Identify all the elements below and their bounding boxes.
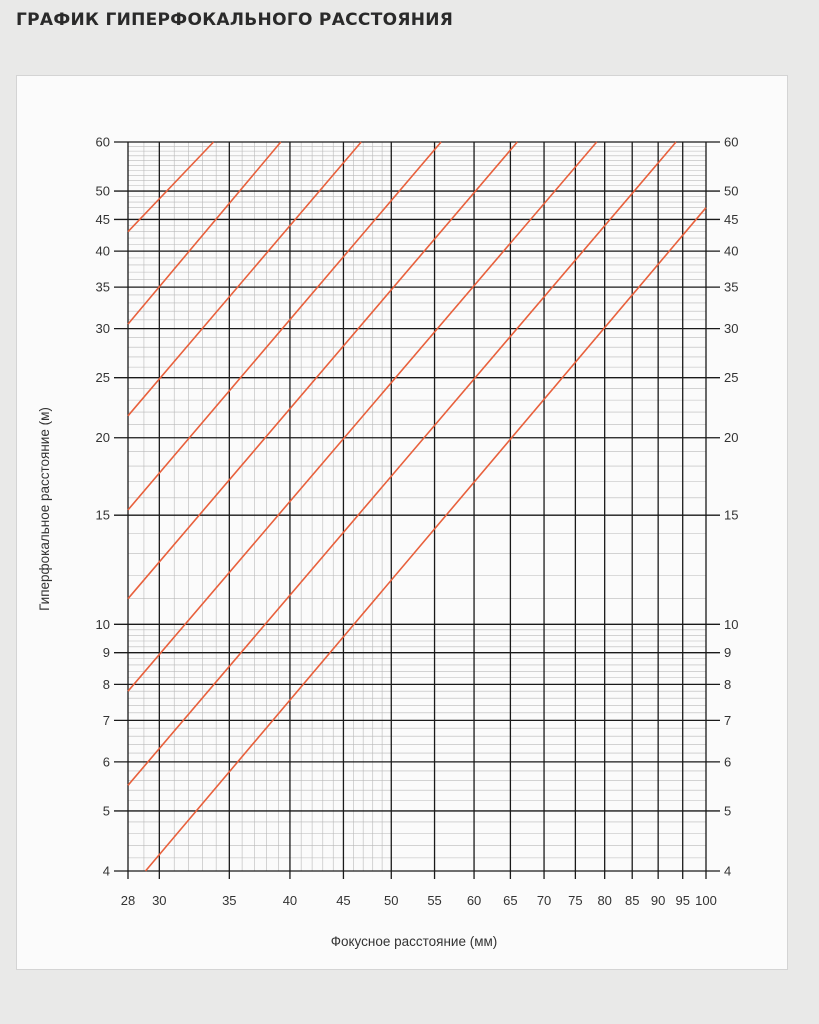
y-tick-label-right: 6 [724,754,732,770]
x-tick-label: 50 [384,893,399,908]
y-tick-label-left: 60 [95,134,110,150]
series-line-1 [128,142,214,232]
y-tick-label-left: 20 [95,430,110,446]
x-tick-label: 95 [675,893,690,908]
x-tick-label: 65 [503,893,518,908]
x-tick-label: 45 [336,893,351,908]
x-axis-label: Фокусное расстояние (мм) [330,934,498,949]
y-tick-label-right: 35 [724,279,739,295]
x-tick-label: 60 [466,893,482,908]
y-tick-label-right: 40 [724,243,739,259]
major-grid [114,142,720,879]
y-tick-label-right: 60 [724,134,739,150]
y-tick-label-left: 50 [95,183,110,199]
y-tick-label-left: 4 [102,863,110,879]
series-line-3 [128,142,361,416]
x-tick-label: 35 [222,893,237,908]
x-tick-label: 28 [120,893,136,908]
page-title: ГРАФИК ГИПЕРФОКАЛЬНОГО РАССТОЯНИЯ [16,10,454,30]
y-tick-label-left: 45 [95,211,110,227]
y-tick-label-right: 8 [724,676,732,692]
y-tick-label-left: 5 [102,803,110,819]
x-tick-label: 100 [695,893,717,908]
y-tick-label-right: 30 [724,321,739,337]
series-line-4 [128,142,441,510]
x-tick-label: 80 [597,893,612,908]
x-tick-label: 75 [568,893,583,908]
series-line-6 [128,142,597,691]
series-line-2 [128,142,281,324]
y-tick-label-left: 15 [95,507,110,523]
y-tick-label-right: 45 [724,211,739,227]
y-tick-label-right: 25 [724,370,739,386]
y-tick-label-left: 30 [95,321,110,337]
x-tick-label: 55 [427,893,442,908]
y-tick-label-right: 9 [724,645,732,661]
x-tick-label: 90 [650,893,666,908]
y-tick-label-right: 15 [724,507,739,523]
y-tick-label-left: 9 [102,645,110,661]
y-tick-label-right: 5 [724,803,732,819]
y-axis-label: Гиперфокальное расстояние (м) [37,407,52,611]
series-line-7 [128,142,676,785]
y-tick-label-right: 50 [724,183,739,199]
x-tick-label: 40 [282,893,298,908]
y-tick-label-left: 25 [95,370,110,386]
x-tick-label: 30 [152,893,167,908]
y-tick-label-left: 8 [102,676,110,692]
y-tick-label-left: 35 [95,279,110,295]
x-tick-label: 85 [624,893,640,908]
y-tick-label-left: 10 [95,616,110,632]
y-tick-label-right: 7 [724,712,732,728]
y-tick-label-left: 6 [102,754,110,770]
y-tick-label-right: 10 [724,616,739,632]
y-tick-label-right: 4 [724,863,732,879]
y-tick-label-right: 20 [724,430,739,446]
y-tick-label-left: 40 [95,243,110,259]
x-tick-label: 70 [536,893,552,908]
y-tick-label-left: 7 [102,712,110,728]
